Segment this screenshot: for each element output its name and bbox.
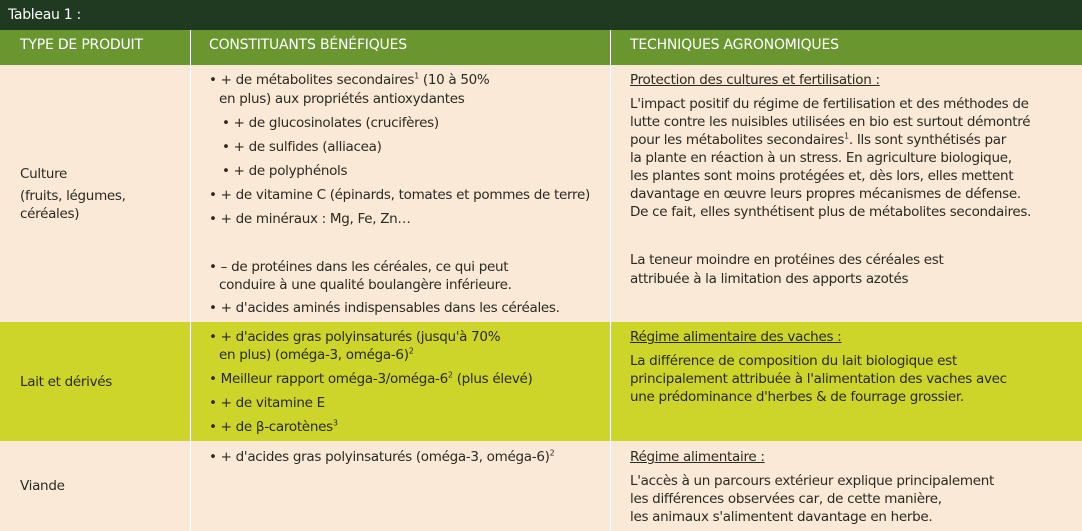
constituent-item: • + d'acides gras polyinsaturés (oméga-3, oméga-6)$^2$ <box>209 448 555 465</box>
technique-text: la plante en réaction à un stress. En agriculture biologique, <box>630 150 1012 166</box>
technique-text: attribuée à la limitation des apports azotés <box>630 271 909 287</box>
constituent-item: en plus) (oméga-3, oméga-6)$^2$ <box>219 346 414 363</box>
technique-text: La teneur moindre en protéines des céréales est <box>630 252 944 268</box>
constituent-item: • + d'acides aminés indispensables dans les céréales. <box>209 300 560 316</box>
column-divider <box>610 30 611 531</box>
constituent-item: • – de protéines dans les céréales, ce qui peut <box>209 259 509 275</box>
header-techniques: TECHNIQUES AGRONOMIQUES <box>630 37 839 53</box>
technique-heading: Régime alimentaire des vaches : <box>630 329 842 345</box>
technique-text: les différences observées car, de cette manière, <box>630 491 942 507</box>
header-type-de-produit: TYPE DE PRODUIT <box>20 37 143 53</box>
product-label: Lait et dérivés <box>20 374 113 390</box>
technique-text: La différence de composition du lait biologique est <box>630 353 957 369</box>
table-caption: Tableau 1 : <box>0 0 1082 30</box>
constituent-item: • + de β-carotènes$^3$ <box>209 418 338 435</box>
technique-text: De ce fait, elles synthétisent plus de métabolites secondaires. <box>630 204 1032 220</box>
constituent-item: • + de métabolites secondaires$^1$ (10 à 50% <box>209 71 490 88</box>
technique-text: L'impact positif du régime de fertilisation et des méthodes de <box>630 96 1029 112</box>
column-divider <box>190 30 191 531</box>
constituent-item: • + d'acides gras polyinsaturés (jusqu'à 70% <box>209 329 501 345</box>
technique-text: les animaux s'alimentent davantage en herbe. <box>630 509 933 525</box>
technique-text: principalement attribuée à l'alimentation des vaches avec <box>630 371 1007 387</box>
constituent-item: • + de minéraux : Mg, Fe, Zn… <box>209 211 411 227</box>
constituent-item: • + de vitamine C (épinards, tomates et pommes de terre) <box>209 187 590 203</box>
product-label: céréales) <box>20 206 80 222</box>
constituent-item: • + de glucosinolates (crucifères) <box>222 115 439 131</box>
product-label: Viande <box>20 478 65 494</box>
technique-text: lutte contre les nuisibles utilisées en bio est surtout démontré <box>630 114 1031 130</box>
constituent-item: • + de polyphénols <box>222 163 348 179</box>
technique-heading: Régime alimentaire : <box>630 449 765 465</box>
product-label: Culture <box>20 166 68 182</box>
header-constituants: CONSTITUANTS BÉNÉFIQUES <box>209 37 407 53</box>
constituent-item: conduire à une qualité boulangère inférieure. <box>219 277 512 293</box>
technique-text: L'accès à un parcours extérieur explique principalement <box>630 473 994 489</box>
constituent-item: • + de vitamine E <box>209 395 325 411</box>
technique-text: davantage en œuvre leurs propres mécanismes de défense. <box>630 186 1021 202</box>
constituent-item: en plus) aux propriétés antioxydantes <box>219 91 465 107</box>
technique-text: les plantes sont moins protégées et, dès lors, elles mettent <box>630 168 1014 184</box>
constituent-item: • Meilleur rapport oméga-$3/oméga-6^2$ (plus élevé) <box>209 370 533 387</box>
constituent-item: • + de sulfides (alliacea) <box>222 139 382 155</box>
table-header <box>0 30 1082 65</box>
technique-heading: Protection des cultures et fertilisation : <box>630 72 880 88</box>
technique-text: une prédominance d'herbes & de fourrage grossier. <box>630 389 964 405</box>
product-label: (fruits, légumes, <box>20 188 126 204</box>
technique-text: pour les métabolites secondaires$^1$. Ils sont synthétisés par <box>630 131 1006 148</box>
